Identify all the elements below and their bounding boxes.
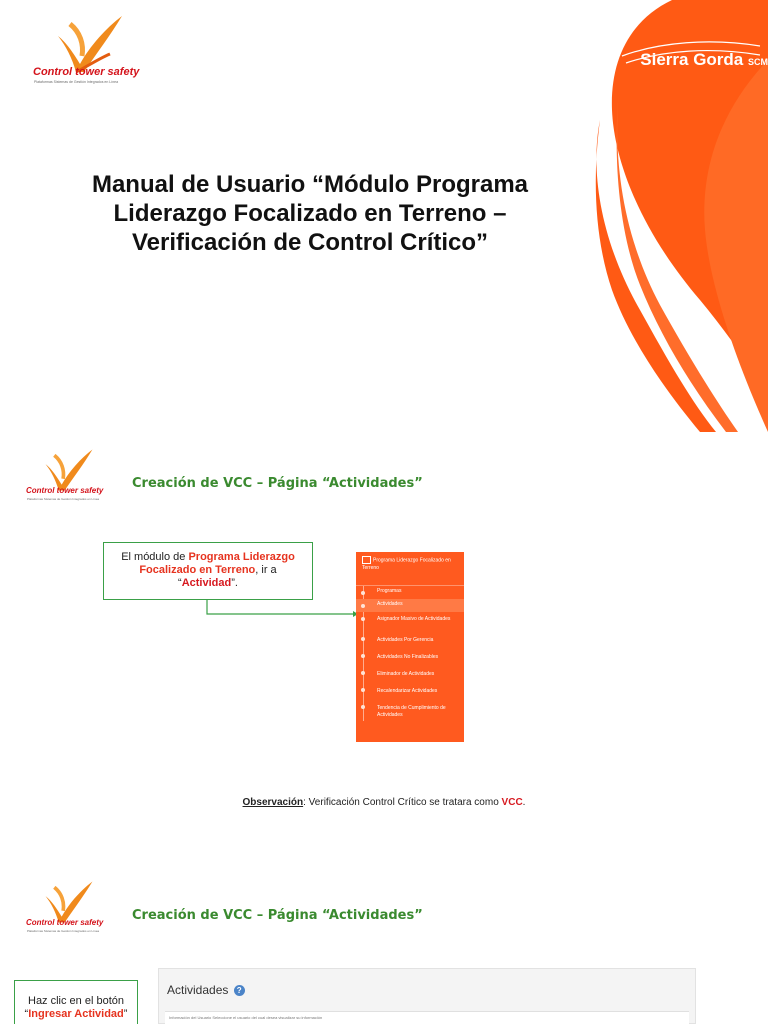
sierra-gorda-brand [640,50,768,70]
user-info-row [165,1011,689,1024]
actividades-slide [0,432,768,864]
panel-title-label: Actividades [167,983,229,997]
section-title: Creación de VCC – Página “Actividades” [132,908,423,923]
row-hint: Seleccione el usuario del cual desea visualizar su información [212,1015,323,1020]
logo-name: Control tower safety [33,66,140,78]
help-icon[interactable]: ? [234,985,245,996]
control-tower-logo [24,448,114,508]
bullet-icon [361,705,365,709]
logo-tagline: Plataformas Sistemas de Gestión Integrados en Línea [34,80,119,84]
menu-items [356,586,464,721]
control-tower-logo [30,14,150,94]
menu-item-label: Actividades No Finalizables [377,654,439,660]
menu-item-actividades[interactable] [356,599,464,612]
checkmark-logo-icon [30,14,150,74]
brand-suffix: SCM [748,57,768,67]
sidebar-menu [356,552,464,742]
cover-slide [0,0,768,432]
observation-highlight: VCC [501,797,523,808]
instruction-callout [103,542,313,600]
logo-name: Control tower safety [26,918,104,927]
logo-name: Control tower safety [26,486,104,495]
bullet-icon [361,688,365,692]
observation-end: . [522,797,526,808]
callout-text: Haz clic en el botón [28,995,124,1007]
menu-header[interactable] [356,552,464,586]
instruction-callout: Haz clic en el botón “Ingresar Actividad” [14,980,138,1024]
menu-item-recalendarizar[interactable] [356,683,464,700]
brand-name: Sierra Gorda [640,50,744,69]
menu-item-por-gerencia[interactable] [356,632,464,649]
cover-title [60,170,560,257]
panel-title [167,983,245,997]
title-line: Liderazgo Focalizado en Terreno – [113,200,507,227]
observation-label: Observación [242,797,304,808]
menu-item-no-finalizables[interactable] [356,649,464,666]
menu-item-tendencia[interactable] [356,700,464,721]
callout-text: El módulo de [121,551,189,563]
bullet-icon [361,591,365,595]
logo-tagline: Plataformas Sistemas de Gestión Integrados en Línea [27,497,100,501]
menu-item-label: Tendencia de Cumplimiento de Actividades [377,705,446,718]
menu-item-asignador[interactable] [356,612,464,632]
callout-highlight: Actividad [181,577,232,589]
bullet-icon [361,637,365,641]
callout-highlight: Programa Liderazgo Focalizado en Terreno [139,551,295,576]
logo-tagline: Plataformas Sistemas de Gestión Integrados en Línea [27,929,100,933]
callout-text: ”. [231,577,238,589]
menu-header-label: Programa Liderazgo Focalizado en Terreno [362,557,451,572]
menu-item-label: Recalendarizar Actividades [377,688,438,694]
observation-text: : Verificación Control Crítico se tratara como [303,797,502,808]
calendar-icon [362,556,371,564]
section-title: Creación de VCC – Página “Actividades” [132,476,423,491]
bullet-icon [361,617,365,621]
title-line: Manual de Usuario “Módulo Programa [91,171,529,198]
bullet-icon [361,654,365,658]
menu-item-programas[interactable] [356,586,464,599]
menu-item-label: Actividades Por Gerencia [377,637,434,643]
callout-text: , ir a “ [178,564,277,589]
control-tower-logo [24,880,114,940]
observation-note [0,797,768,808]
actividades-slide-2 [0,864,768,1024]
bullet-icon [361,604,365,608]
menu-item-label: Eliminador de Actividades [377,671,435,677]
bullet-icon [361,671,365,675]
row-label: Información del Usuario [169,1015,212,1020]
title-line: Verificación de Control Crítico” [131,229,489,256]
callout-highlight: Ingresar Actividad [28,1008,124,1020]
menu-item-label: Programas [377,588,402,594]
menu-item-label: Asignador Masivo de Actividades [377,616,451,622]
menu-item-eliminador[interactable] [356,666,464,683]
actividades-panel [158,968,696,1024]
menu-item-label: Actividades [377,601,403,607]
